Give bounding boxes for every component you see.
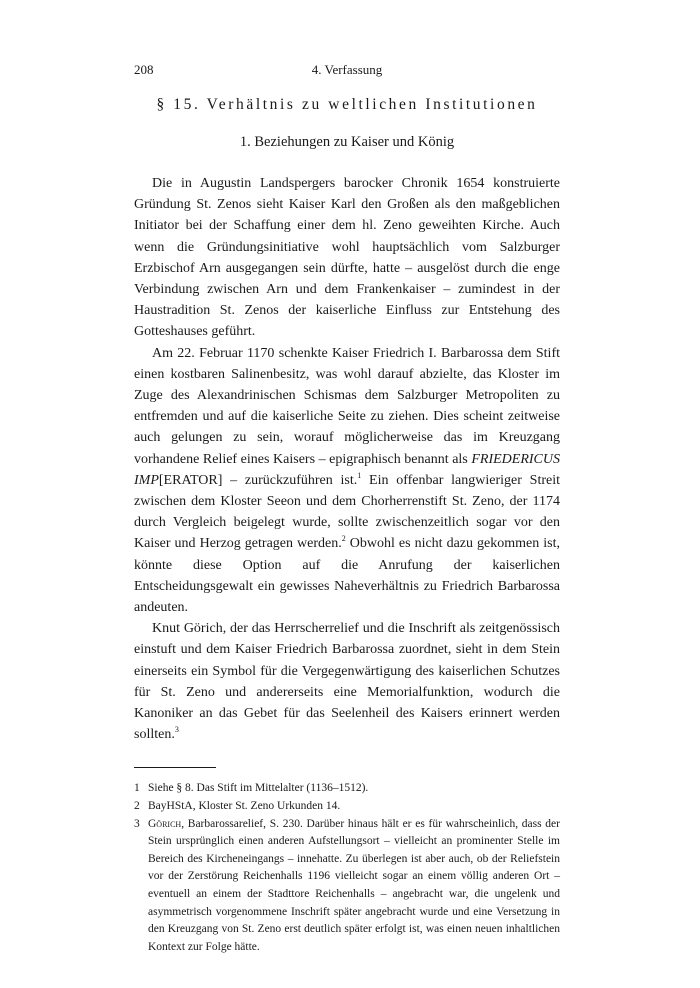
- footnote-number: 2: [134, 800, 140, 813]
- page-number: 208: [134, 62, 154, 77]
- inscription-italic: FRIEDERICUS IMP: [134, 451, 560, 488]
- chapter-title: 4. Verfassung: [311, 62, 383, 77]
- footnote-text: [148, 816, 560, 957]
- footnote-number: 3: [134, 817, 140, 830]
- paragraph-2: [134, 343, 560, 619]
- subsection-title: 1. Beziehungen zu Kaiser und König: [239, 134, 455, 150]
- paragraph-3: [134, 618, 560, 745]
- footnote-3: [134, 816, 560, 957]
- footnote-number: 1: [134, 782, 140, 795]
- footnote-text: BayHStA, Kloster St. Zeno Urkunden 14.: [148, 800, 341, 813]
- book-page: [134, 62, 560, 956]
- footnotes: [134, 780, 560, 956]
- footnote-divider: [134, 767, 216, 768]
- footnote-ref-1[interactable]: 1: [357, 470, 362, 480]
- footnote-text: Siehe § 8. Das Stift im Mittelalter (1136–1512).: [148, 782, 369, 795]
- paragraph-1: Die in Augustin Landspergers barocker Chronik 1654 konstruierte Gründung St. Zenos sieht Kaiser Karl den Großen als den maßgeblichen Initiator bei der Schaffung einer dem hl. Zeno geweihten Kirche. Auch wenn die Gründungsinitiative wohl hauptsächlich vom Salzburger Erzbischof Arn ausgegangen sein dürfte, hatte – ausgelöst durch die enge Verbindung zwischen Arn und dem Frankenkaiser – zumindest in der Haustradition St. Zenos der kaiserliche Einfluss zur Entstehung des Gotteshauses geführt.: [134, 176, 560, 340]
- paragraph-3-text: Knut Görich, der das Herrscherrelief und die Inschrift als zeitgenössisch einstuft und dem Kaiser Friedrich Barbarossa zuordnet, sieht in dem Stein einerseits ein Symbol für die Vergegenwärtigung des kaiserlichen Schutzes für St. Zeno und andererseits eine Memorialfunktion, wodurch die Kanoniker an das Gebet für das Seelenheil des Kaisers erinnert werden sollten.: [134, 621, 560, 743]
- paragraph-2-part-4: Obwohl es nicht dazu gekommen ist, könnte diese Option auf die Anrufung der kaiserlichen Entscheidungsgewalt ein gewisses Naheverhältnis zu Friedrich Barbarossa andeuten.: [134, 536, 560, 616]
- footnote-body: , Barbarossarelief, S. 230. Darüber hinaus hält er es für wahrscheinlich, dass der Stein ursprünglich einen anderen Aufstellungsort – vielleicht an prominenter Stelle im Bereich des Kircheneingangs – innehatte. Zu überlegen ist aber auch, ob der Reliefstein vor der Zerstörung Reichenhalls 1196 vielleicht sogar an einem völlig anderen Ort – eventuell an einem der Stadttore Reichenhalls – angebracht war, die ungelenk und asymmetrisch vorgenommene Inschrift später angebracht wurde und eine Versetzung in den Kreuzgang von St. Zeno erst deutlich später erfolgt ist, was einen neuen inhaltlichen Kontext zur Folge hätte.: [148, 817, 560, 953]
- footnote-ref-3[interactable]: 3: [174, 725, 179, 735]
- footnote-2: [134, 798, 560, 816]
- running-head: [134, 62, 560, 82]
- footnote-1: [134, 780, 560, 798]
- section-title: § 15. Verhältnis zu weltlichen Institutionen: [156, 96, 538, 113]
- footnote-author: Görich: [148, 817, 182, 830]
- paragraph-2-part-2: [ERATOR] – zurückzuführen ist.: [158, 472, 358, 488]
- footnote-ref-2[interactable]: 2: [341, 534, 346, 544]
- paragraph-2-part-1: Am 22. Februar 1170 schenkte Kaiser Friedrich I. Barbarossa dem Stift einen kostbaren Salinenbesitz, was wohl darauf abzielte, das Kloster im Zuge des Alexandrinischen Schismas dem Salzburger Metropoliten zu entfremden und auf die kaiserliche Seite zu ziehen. Dies scheint zeitweise auch gelungen zu sein, worauf möglicherweise das im Kreuzgang vorhandene Relief eines Kaisers – epigraphisch benannt als: [134, 345, 560, 467]
- paragraph-2-part-3: Ein offenbar langwieriger Streit zwischen dem Kloster Seeon und dem Chorherrenstift St. Zeno, der 1174 durch Vergleich beigelegt wurde, sollte zwischenzeitlich sogar vor den Kaiser und Herzog getragen werden.: [134, 472, 560, 552]
- body-text: [134, 173, 560, 745]
